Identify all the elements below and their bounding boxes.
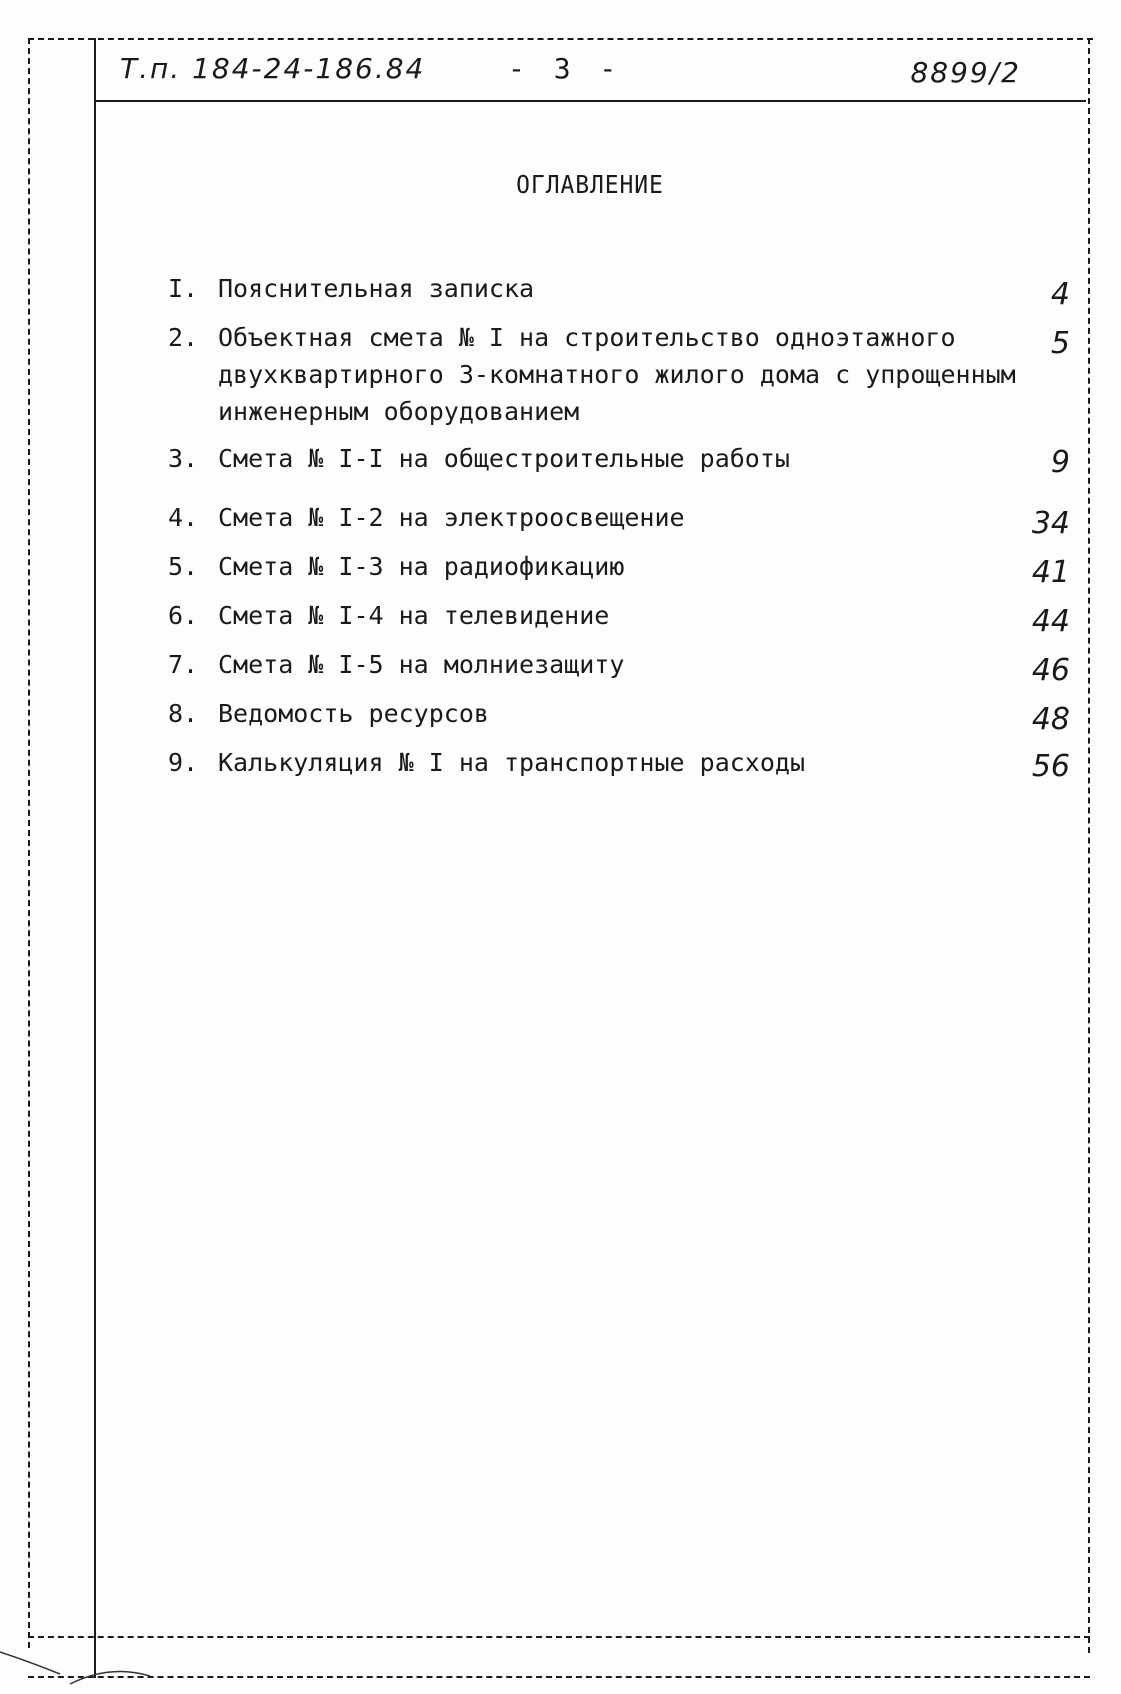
toc-entry-1: [168, 270, 1070, 312]
toc-entry-6: [168, 597, 1070, 639]
toc-entry-page: 5: [1050, 326, 1070, 361]
toc-entry-title: Калькуляция № I на транспортные расходы: [218, 748, 805, 777]
toc-entry-title: Объектная смета № I на строительство одноэтажного двухквартирного 3-комнатного жилого дома с упрощенным инженерным оборудованием: [218, 323, 1016, 426]
frame-right-line: [1088, 38, 1090, 1653]
toc-entry-title: Ведомость ресурсов: [218, 699, 489, 728]
toc-entry-page: 34: [1031, 506, 1070, 541]
toc-entry-3: [168, 440, 1070, 480]
frame-left-inner-line: [94, 38, 96, 1678]
toc-entry-number: 3.: [168, 444, 199, 473]
toc-entry-number: 7.: [168, 650, 199, 679]
toc-entry-number: 4.: [168, 503, 199, 532]
table-of-contents: [168, 270, 1070, 784]
toc-entry-title: Смета № I-5 на молниезащиту: [218, 650, 625, 679]
toc-entry-title: Смета № I-2 на электроосвещение: [218, 503, 685, 532]
frame-top-line: [28, 38, 1093, 40]
toc-entry-page: 9: [1050, 445, 1070, 480]
toc-entry-2: [168, 319, 1068, 430]
page-title: ОГЛАВЛЕНИЕ: [516, 170, 664, 199]
toc-entry-7: [168, 646, 1070, 688]
toc-entry-page: 4: [1050, 277, 1070, 312]
toc-entry-title: Смета № I-I на общестроительные работы: [218, 444, 790, 473]
sheet-code: 8899/2: [910, 56, 1021, 89]
toc-entry-number: I.: [168, 274, 199, 303]
toc-entry-title: Пояснительная записка: [218, 274, 535, 303]
toc-entry-title: Смета № I-3 на радиофикацию: [218, 552, 625, 581]
document-code: Т.п. 184-24-186.84: [120, 52, 426, 85]
pen-scribble-mark: [0, 1640, 200, 1694]
page-number: - 3 -: [508, 52, 623, 85]
frame-left-outer-line: [28, 38, 30, 1648]
toc-entry-number: 5.: [168, 552, 199, 581]
header-underline: [96, 100, 1086, 102]
toc-entry-page: 46: [1031, 653, 1070, 688]
toc-entry-page: 41: [1031, 555, 1070, 590]
toc-entry-number: 2.: [168, 323, 199, 352]
toc-entry-5: [168, 548, 1070, 590]
toc-entry-page: 56: [1031, 749, 1070, 784]
toc-entry-page: 48: [1031, 702, 1070, 737]
toc-entry-8: [168, 695, 1070, 737]
toc-entry-number: 9.: [168, 748, 199, 777]
toc-entry-4: [168, 499, 1070, 541]
frame-bottom-line: [28, 1636, 1090, 1638]
toc-entry-9: [168, 744, 1070, 784]
toc-entry-title: Смета № I-4 на телевидение: [218, 601, 610, 630]
toc-entry-number: 8.: [168, 699, 199, 728]
toc-entry-page: 44: [1031, 604, 1070, 639]
toc-entry-number: 6.: [168, 601, 199, 630]
